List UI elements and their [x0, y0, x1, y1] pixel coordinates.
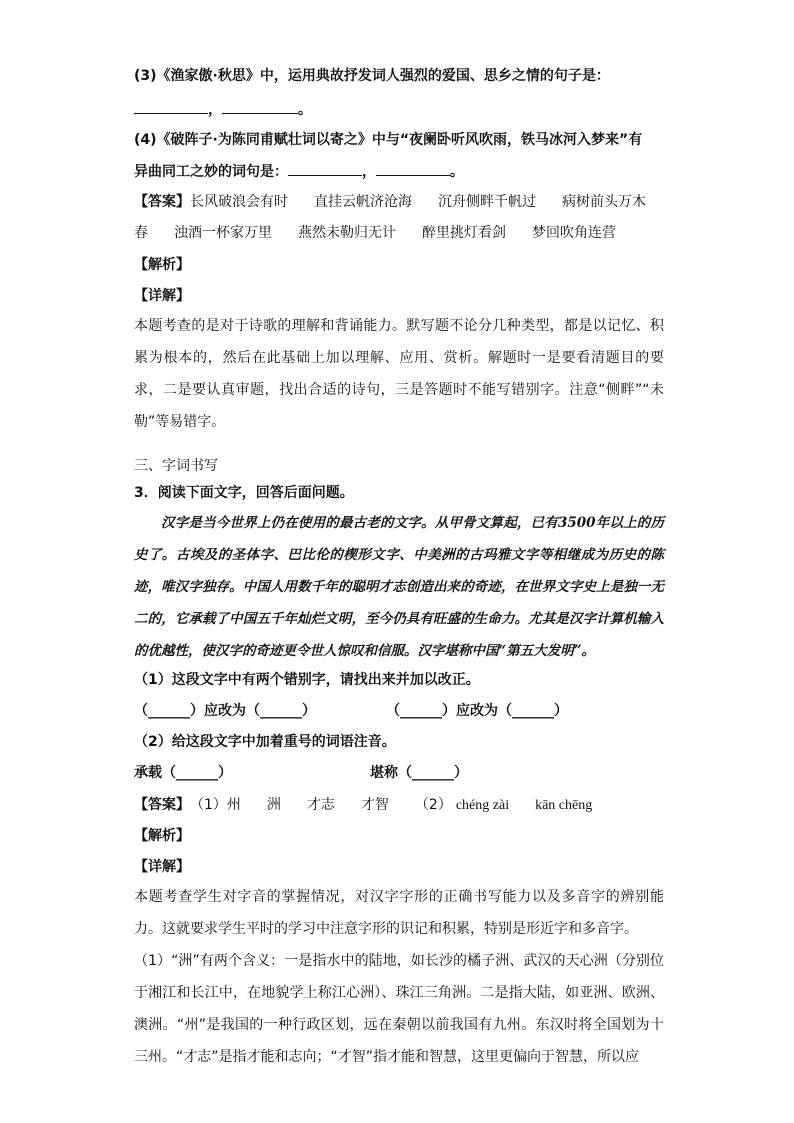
answer-item: 才志 — [306, 797, 335, 813]
question-4-item — [134, 130, 642, 150]
reading-passage: 汉字是当今世界上仍在使用的最古老的文字。从甲骨文算起，已有3500年以上的历史了。古埃及的圣体字、巴比伦的楔形文字、中美洲的古玛雅文字等相继成为历史的陈迹，唯汉字独存。中国人用数千年的聪明才志创造出来的奇迹，在世界文字史上是独一无二的，它承载了中国五千年灿烂文明，至今仍具有旺盛的生命力。尤其是汉字计算机输入的优越性，使汉字的奇迹更令世人惊叹和信服。汉字堪称中国“第五大发明”。 — [134, 515, 664, 659]
detail-paragraph: 本题考查学生对字音的掌握情况，对汉字字形的正确书写能力以及多音字的辨别能力。这就要求学生平时的学习中注意字形的识记和积累，特别是形近字和多音字。 — [134, 889, 664, 937]
pinyin: chéng zài — [455, 798, 510, 813]
answer-1-row-1 — [134, 192, 672, 212]
detail-paragraph: （1）“洲”有两个含义：一是指水中的陆地，如长沙的橘子洲、武汉的天心洲（分别位于湘江和长江中，在地貌学上称江心洲）、珠江三角洲。二是指大陆，如亚洲、欧洲、澳洲。“州”是我国的一种行政区划，远在秦朝以前我国有九州。东汉时将全国划为十三州。“才志”是指才能和志向；“才智”指才能和智慧，这里更偏向于智慧，所以应 — [134, 953, 664, 1065]
answer-item: 燕然未勒归无计 — [298, 225, 396, 241]
answer-blank[interactable] — [288, 161, 362, 176]
analysis-tag: 【解析】 — [134, 257, 190, 273]
sub-question-1-fill-b[interactable]: （______）应改为（______） — [386, 703, 568, 719]
sub-question-1: （1）这段文字中有两个错别字，请找出来并加以改正。 — [134, 672, 480, 688]
answer-item: 才智 — [360, 797, 389, 813]
question-text: 异曲同工之妙的词句是： — [134, 164, 288, 180]
answer-1-row-2 — [134, 223, 642, 243]
answer-item: 醉里挑灯看剑 — [422, 225, 506, 241]
answer-2-row — [134, 795, 618, 816]
section-title: 三、字词书写 — [134, 458, 218, 474]
answer-item: 浊酒一杯家万里 — [174, 225, 272, 241]
answer-item: 春 — [134, 225, 148, 241]
answer-item: （1）州 — [190, 797, 241, 813]
pinyin: kān chēng — [535, 798, 593, 813]
answer-blank[interactable] — [376, 161, 450, 176]
question-4-blanks — [134, 161, 464, 182]
question-3-blanks — [134, 99, 312, 120]
separator: ， — [208, 102, 222, 118]
answer-item: 病树前头万木 — [562, 194, 646, 210]
answer-item: 梦回吹角连营 — [532, 225, 616, 241]
detail-paragraph: 本题考查的是对于诗歌的理解和背诵能力。默写题不论分几种类型，都是以记忆、积累为根本的，然后在此基础上加以理解、应用、赏析。解题时一是要看清题目的要求，二是要认真审题，找出合适的诗句，三是答题时不能写错别字。注意“侧畔”“未勒”等易错字。 — [134, 318, 664, 430]
answer-tag: 【答案】 — [134, 194, 190, 210]
detail-tag: 【详解】 — [134, 288, 190, 304]
answer-item: （2） — [414, 797, 452, 813]
answer-item: 沉舟侧畔千帆过 — [438, 194, 536, 210]
sub-question-2-word-1[interactable]: 承载（______） — [134, 765, 232, 781]
detail-tag: 【详解】 — [134, 859, 190, 875]
question-title: 3．阅读下面文字，回答后面问题。 — [134, 485, 354, 501]
analysis-tag: 【解析】 — [134, 828, 190, 844]
answer-tag: 【答案】 — [134, 797, 190, 813]
separator: 。 — [450, 164, 464, 180]
separator: 。 — [298, 102, 312, 118]
answer-blank[interactable] — [222, 99, 298, 114]
separator: ， — [362, 164, 376, 180]
sub-question-1-fill-a[interactable]: （______）应改为（______） — [134, 703, 316, 719]
question-3-item — [134, 66, 610, 86]
answer-item: 直挂云帆济沧海 — [314, 194, 412, 210]
answer-item: 长风破浪会有时 — [190, 194, 288, 210]
question-text: (3)《渔家傲·秋思》中，运用典故抒发词人强烈的爱国、思乡之情的句子是： — [134, 68, 610, 84]
question-text: (4)《破阵子·为陈同甫赋壮词以寄之》中与“夜阑卧听风吹雨，铁马冰河入梦来”有 — [134, 132, 643, 148]
sub-question-2-word-2[interactable]: 堪称（______） — [370, 765, 468, 781]
answer-blank[interactable] — [134, 99, 208, 114]
sub-question-2: （2）给这段文字中加着重号的词语注音。 — [134, 734, 396, 750]
answer-item: 洲 — [266, 797, 281, 813]
